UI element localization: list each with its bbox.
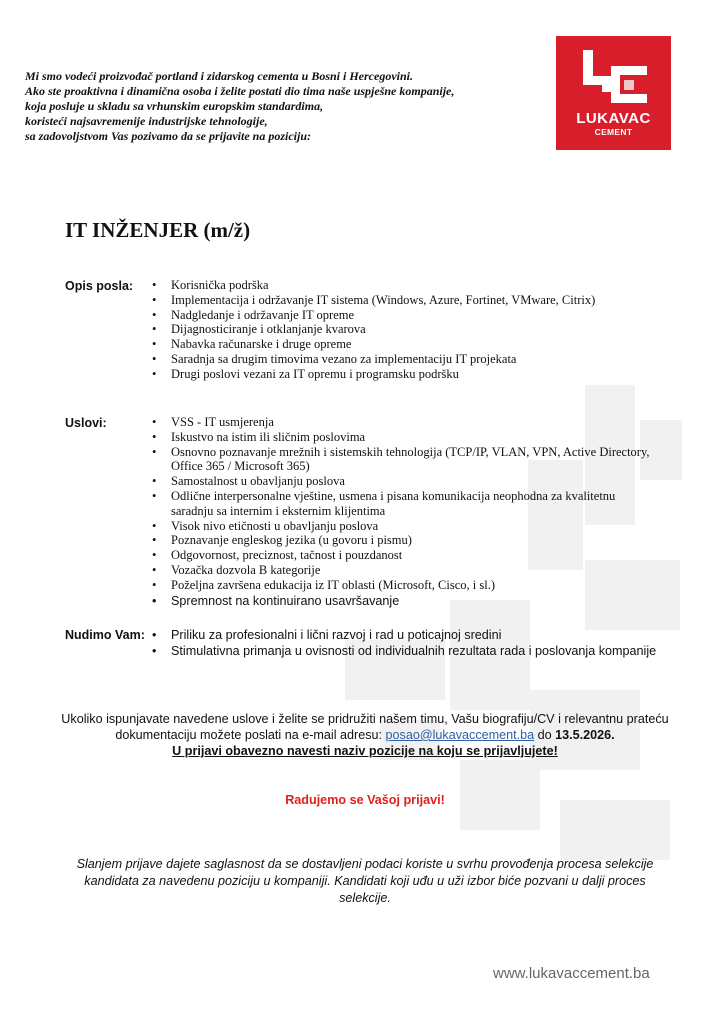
list-item: • Priliku za profesionalni i lični razvoj i rad u poticajnoj sredini (150, 627, 660, 643)
list-item: • VSS - IT usmjerenja (150, 415, 660, 430)
intro-text (25, 69, 545, 144)
section-label-opis: Opis posla: (65, 279, 134, 293)
welcome-text: Radujemo se Vašoj prijavi! (285, 793, 445, 807)
logo-brand: LUKAVAC (576, 110, 651, 127)
uslovi-list (150, 415, 660, 609)
apply-instructions (40, 711, 690, 759)
deadline: 13.5.2026. (555, 728, 615, 742)
apply-line-1: Ukoliko ispunjavate navedene uslove i želite se pridružiti našem timu, Vašu biografiju/CV i relevantnu prateću (61, 712, 669, 726)
list-item: • Poželjna završena edukacija iz IT oblasti (Microsoft, Cisco, i sl.) (150, 578, 660, 593)
apply-line-2: dokumentaciju možete poslati na e-mail adresu: posao@lukavaccement.ba do 13.5.2026. (115, 728, 615, 742)
intro-line: Ako ste proaktivna i dinamična osoba i želite postati dio tima naše uspješne kompanije, (25, 84, 455, 98)
consent-line-2: kandidata za navedenu poziciju u kompaniji. Kandidati koji uđu u uži izbor biće pozvani u dalji proces selekcije. (84, 874, 646, 905)
section-label-uslovi: Uslovi: (65, 416, 107, 430)
website-link[interactable]: www.lukavaccement.ba (493, 965, 650, 982)
list-item: • Korisnička podrška (150, 278, 660, 293)
list-item: • Dijagnosticiranje i otklanjanje kvarova (150, 322, 660, 337)
list-item: • Spremnost na kontinuirano usavršavanje (150, 593, 660, 609)
nudimo-list (150, 627, 660, 659)
list-item: • Drugi poslovi vezani za IT opremu i programsku podršku (150, 367, 660, 382)
list-item: • Odgovornost, preciznost, tačnost i pouzdanost (150, 548, 660, 563)
list-item: • Saradnja sa drugim timovima vezano za implementaciju IT projekata (150, 352, 660, 367)
list-item: • Stimulativna primanja u ovisnosti od individualnih rezultata rada i poslovanja kompanije (150, 643, 660, 659)
list-item: • Poznavanje engleskog jezika (u govoru i pismu) (150, 533, 660, 548)
intro-line: koristeći najsavremenije industrijske tehnologije, (25, 114, 268, 128)
list-item: • Iskustvo na istim ili sličnim poslovima (150, 430, 660, 445)
logo-sub: CEMENT (594, 127, 633, 137)
apply-notice: U prijavi obavezno navesti naziv pozicije na koju se prijavljujete! (172, 744, 558, 758)
list-item: • Vozačka dozvola B kategorije (150, 563, 660, 578)
consent-line-1: Slanjem prijave dajete saglasnost da se dostavljeni podaci koriste u svrhu provođenja procesa selekcije (76, 857, 654, 871)
list-item: • Odlične interpersonalne vještine, usmena i pisana komunikacija neophodna za kvalitetnu saradnju sa internim i eksternim klijentima (150, 489, 660, 519)
list-item: • Visok nivo etičnosti u obavljanju poslova (150, 519, 660, 534)
consent-text (60, 856, 670, 907)
job-title: IT INŽENJER (m/ž) (65, 218, 251, 242)
intro-line: Mi smo vodeći proizvođač portland i zidarskog cementa u Bosni i Hercegovini. (25, 69, 413, 83)
opis-list (150, 278, 660, 382)
list-item: • Osnovno poznavanje mrežnih i sistemskih tehnologija (TCP/IP, VLAN, VPN, Active Directory, Office 365 / Microsoft 365) (150, 445, 660, 475)
email-link[interactable]: posao@lukavaccement.ba (385, 728, 535, 742)
section-label-nudimo: Nudimo Vam: (65, 628, 145, 642)
intro-line: sa zadovoljstvom Vas pozivamo da se prijavite na poziciju: (25, 129, 312, 143)
list-item: • Implementacija i održavanje IT sistema (Windows, Azure, Fortinet, VMware, Citrix) (150, 293, 660, 308)
list-item: • Nadgledanje i održavanje IT opreme (150, 308, 660, 323)
company-logo (556, 36, 671, 150)
list-item: • Nabavka računarske i druge opreme (150, 337, 660, 352)
intro-line: koja posluje u skladu sa vrhunskim europskim standardima, (25, 99, 324, 113)
list-item: • Samostalnost u obavljanju poslova (150, 474, 660, 489)
